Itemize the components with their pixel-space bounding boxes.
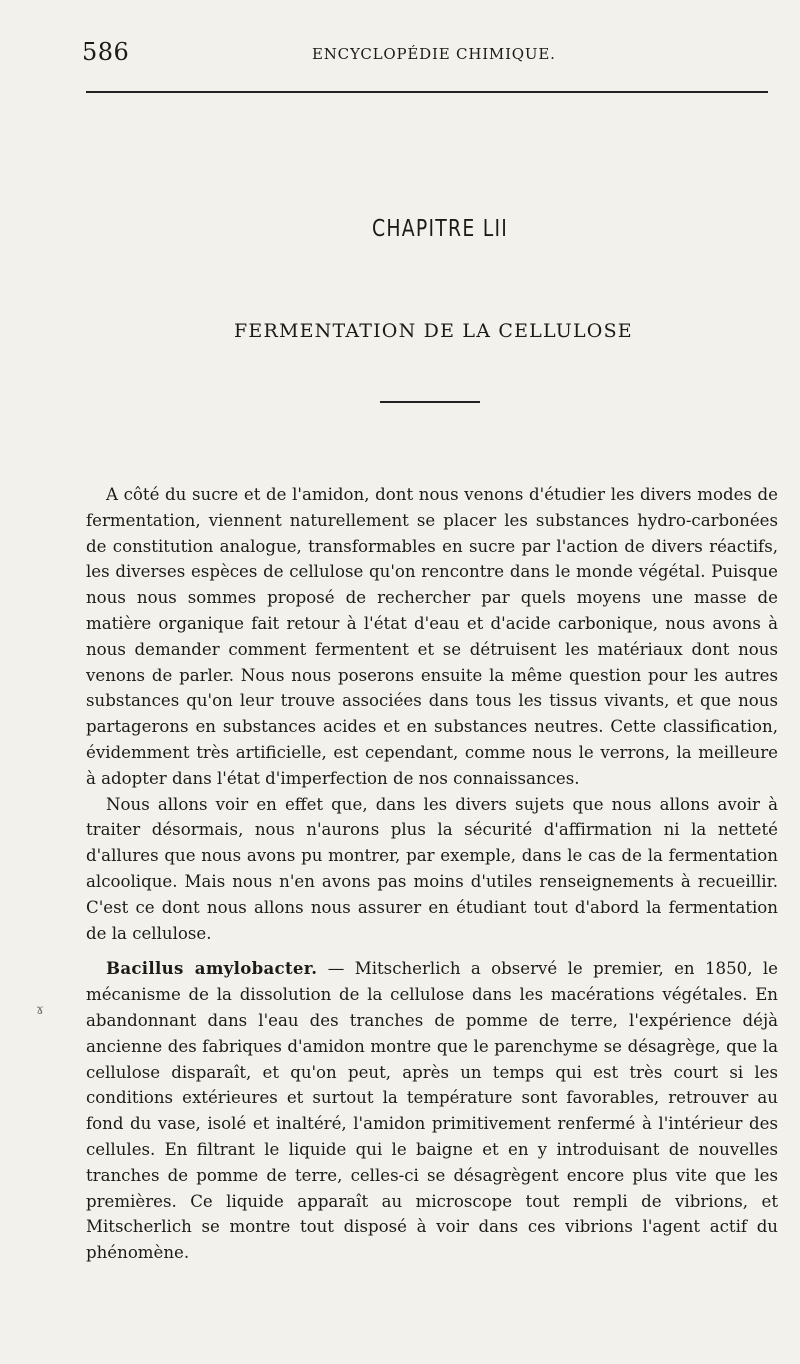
section-term: Bacillus amylobacter. [106,958,318,979]
paragraph-2: Nous allons voir en effet que, dans les divers sujets que nous allons avoir à traiter désormais, nous n'aurons plus la sécurité d'affirmation ni la netteté d'allures que nous avons pu montrer, par exemple, dans le cas de la fermentation alcoolique. Mais nous n'en avons pas moins d'utiles renseignements à recueillir. C'est ce dont nous allons nous assurer en étudiant tout d'abord la fermentation de la cellulose. [86,794,778,943]
page-header [82,38,772,68]
header-rule [86,91,768,93]
margin-mark: ɤ [36,1002,44,1018]
page-number: 586 [82,38,130,66]
section-divider [380,401,480,403]
paragraph-3 [86,956,778,1266]
paragraph-3-text: — Mitscherlich a observé le premier, en 1850, le mécanisme de la dissolution de la cellulose dans les macérations végétales. En abandonnant dans l'eau des tranches de pomme de terre, l'expérience déjà ancienne des fabriques d'amidon montre que le parenchyme se désagrège, que la cellulose disparaît, et qu'on peut, après un temps qui est très court si les conditions extérieures et surtout la température sont favorables, retrouver au fond du vase, isolé et inaltéré, l'amidon primitivement renfermé à l'intérieur des cellules. En filtrant le liquide qui le baigne et en y introduisant de nouvelles tranches de pomme de terre, celles-ci se désagrègent encore plus vite que les premières. Ce liquide apparaît au microscope tout rempli de vibrions, et Mitscherlich se montre tout disposé à voir dans ces vibrions l'agent actif du phénomène. [86,959,778,1263]
paragraph-1: A côté du sucre et de l'amidon, dont nous venons d'étudier les divers modes de fermentation, viennent naturellement se placer les substances hydro-carbonées de constitution analogue, transformables en sucre par l'action de divers réactifs, les diverses espèces de cellulose qu'on rencontre dans le monde végétal. Puisque nous nous sommes proposé de rechercher par quels moyens une masse de matière organique fait retour à l'état d'eau et d'acide carbonique, nous avons à nous demander comment fermentent et se détruisent les matériaux dont nous venons de parler. Nous nous poserons ensuite la même question pour les autres substances qu'on leur trouve associées dans tous les tissus vivants, et que nous partagerons en substances acides et en substances neutres. Cette classification, évidemment très artificielle, est cependant, comme nous le verrons, la meilleure à adopter dans l'état d'imperfection de nos connaissances. [86,485,778,788]
chapter-title: CHAPITRE LII [371,216,509,242]
running-title: ENCYCLOPÉDIE CHIMIQUE. [312,45,556,63]
body-text [86,482,778,1266]
chapter-subtitle: FERMENTATION DE LA CELLULOSE [234,320,633,342]
